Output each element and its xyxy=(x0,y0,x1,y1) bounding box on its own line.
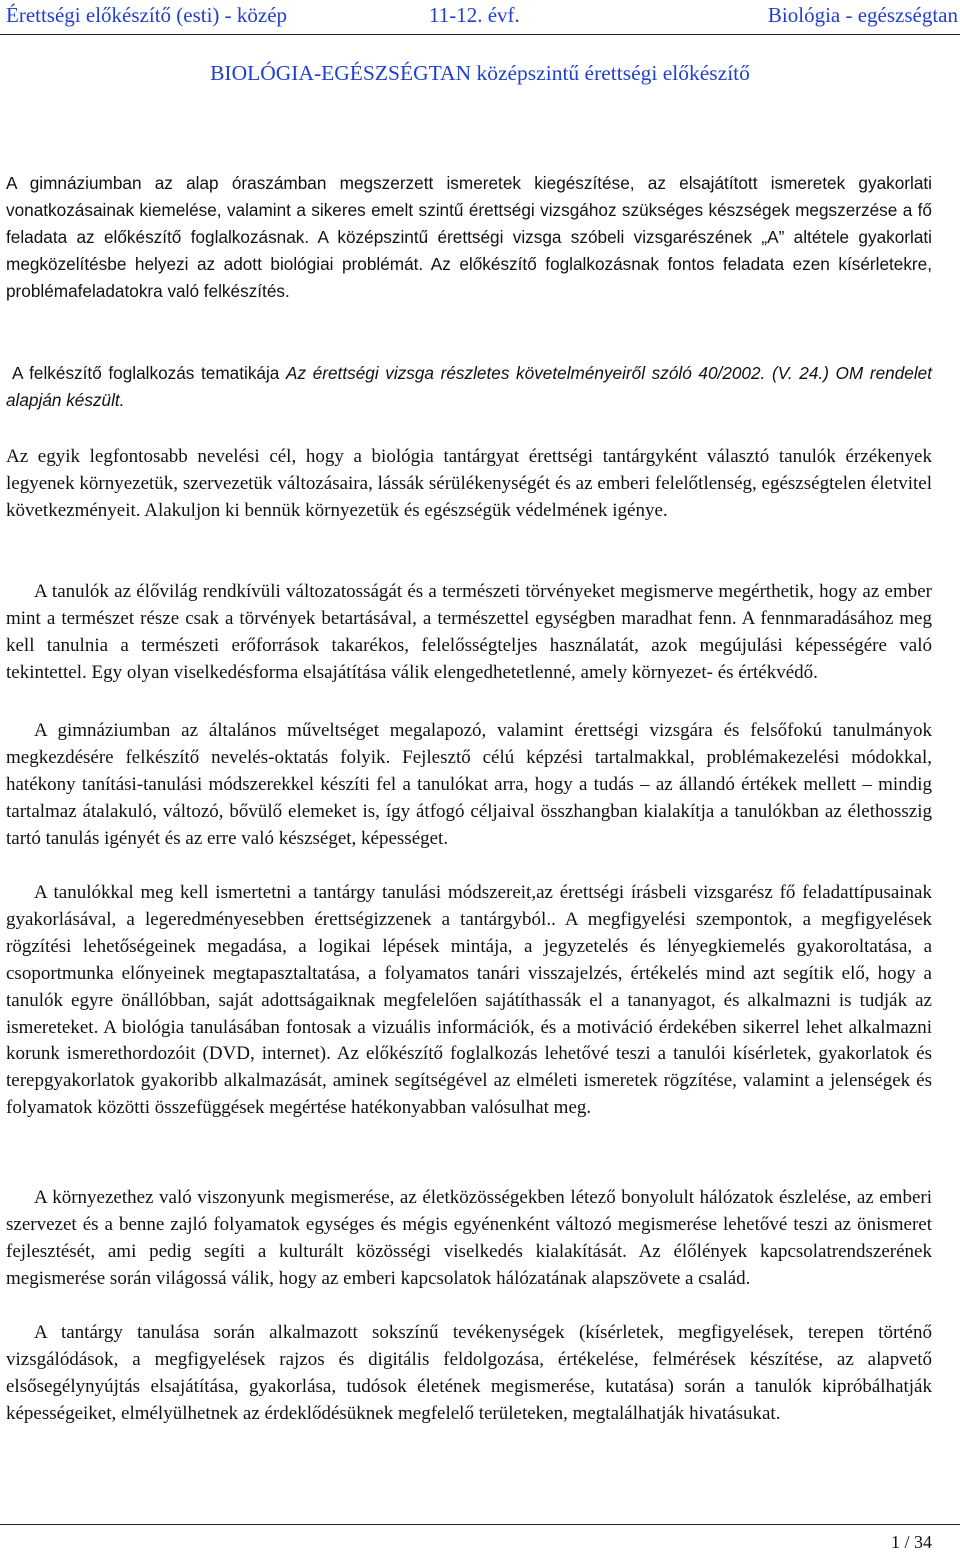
intro-paragraph: A gimnáziumban az alap óraszámban megszerzett ismeretek kiegészítése, az elsajátított ismeretek gyakorlati vonatkozásainak kiemelése, valamint a sikeres emelt szintű érettségi vizsgához szükséges készségek megszerzése a fő feladata az előkészítő foglalkozásnak. A középszintű érettségi vizsga szóbeli vizsgarészének „A” altétele gyakorlati megközelítésbe helyezi az adott biológiai problémát. Az előkészítő foglalkozásnak fontos feladata ezen kísérletekre, problémafeladatokra való felkészítés. xyxy=(6,173,932,301)
page-header xyxy=(6,3,958,33)
body-paragraph-nature: A tanulók az élővilág rendkívüli változatosságát és a természeti törvényeket megismerve megérthetik, hogy az ember mint a természet része csak a törvények betartásával, a természettel egységben maradhat fenn. A fennmaradásához meg kell tanulnia a természeti erőforrások takarékos, felelősségteljes használatát, azok megújulási képességére való tekintettel. Egy olyan viselkedésforma elsajátítása válik elengedhetetlenné, amely környezet- és értékvédő. xyxy=(6,581,932,683)
thematic-basis-text: A felkészítő foglalkozás tematikája xyxy=(12,363,287,383)
document-title: BIOLÓGIA-EGÉSZSÉGTAN középszintű érettségi előkészítő xyxy=(210,61,750,85)
header-subject: Biológia - egészségtan xyxy=(767,3,958,27)
thematic-basis-paragraph xyxy=(6,360,932,414)
header-course-name: Érettségi előkészítő (esti) - közép xyxy=(6,3,288,27)
body-paragraph-activities: A tantárgy tanulása során alkalmazott sokszínű tevékenységek (kísérletek, megfigyelések, terepen történő vizsgálódások, a megfigyelések rajzos és digitális feldolgozása, értékelése, felmérések készítése, az alapvető elsősegélynyújtás elsajátítása, gyakorlása, tudósok életének megismerése, kutatása) során a tanulók kipróbálhatják képességeiket, elmélyülhetnek az érdeklődésüknek megfelelő területeken, megtalálhatják hivatásukat. xyxy=(6,1322,932,1424)
body-paragraph-methods: A tanulókkal meg kell ismertetni a tantárgy tanulási módszereit,az érettségi írásbeli vizsgarész fő feladattípusainak gyakorlásával, a legeredményesebben érettségizzenek a tantárgyból.. A megfigyelési szempontok, a megfigyelések rögzítési lehetőségeinek megadása, a logikai lépések mintája, a jegyzetelés és lényegkiemelés gyakoroltatása, a csoportmunka előnyeinek megtapasztaltatása, a folyamatos tanári visszajelzés, értékelés mind azt segítik elő, hogy a tanulók egyre önállóbban, saját adottságaiknak megfelelően sajátíthassák el a tananyagot, és alkalmazni is tudják az ismereteket. A biológia tanulásában fontosak a vizuális információk, és a motiváció érdekében sikerrel lehet alkalmazni korunk ismerethordozóit (DVD, internet). Az előkészítő foglalkozás lehetővé teszi a tanulói kísérletek, gyakorlatok és terepgyakorlatok gyakoribb alkalmazását, aminek segítségével az elméleti ismeretek rögzítése, valamint a jelenségek és folyamatok közötti összefüggések megértése hatékonyabban valósulhat meg. xyxy=(6,882,932,1119)
page-number: 1 / 34 xyxy=(890,1532,932,1552)
header-divider xyxy=(0,34,960,35)
footer-divider xyxy=(0,1524,960,1525)
body-paragraph-education: A gimnáziumban az általános műveltséget megalapozó, valamint érettségi vizsgára és felsőfokú tanulmányok megkezdésére felkészítő nevelés-oktatás folyik. Fejlesztő célú képzési tartalmakkal, problémakezelési módokkal, hatékony tanítási-tanulási módszerekkel készíti fel a tanulókat arra, hogy a tudás – az állandó értékek mellett – mindig tartalmaz átalakuló, változó, bővülő elemeket is, így átfogó céljaival összhangban kialakítja a tanulókban az élethosszig tartó tanulás igényét és az erre való készséget, képességet. xyxy=(6,720,932,849)
regulation-reference: Az érettségi vizsga részletes követelményeiről szóló 40/2002. (V. 24.) OM rendelet alapján készült. xyxy=(6,363,932,410)
body-paragraph-environment: A környezethez való viszonyunk megismerése, az életközösségekben létező bonyolult hálózatok észlelése, az emberi szervezet és a benne zajló folyamatok egységes és mégis egyénenként változó megismerése lehetővé teszi az önismeret fejlesztését, ami pedig segíti a kulturált közösségi viselkedés kialakítását. Az élőlények kapcsolatrendszerének megismerése során világossá válik, hogy az emberi kapcsolatok hálózatának alapszövete a család. xyxy=(6,1187,932,1289)
body-paragraph-goals: Az egyik legfontosabb nevelési cél, hogy a biológia tantárgyat érettségi tantárgyként választó tanulók érzékenyek legyenek környezetük, szervezetük változásaira, lássák sérülékenységét és az emberi felelőtlenség, egészségtelen életvitel következményeit. Alakuljon ki bennük környezetük és egészségük védelmének igénye. xyxy=(6,446,932,521)
header-grade: 11-12. évf. xyxy=(429,3,520,27)
